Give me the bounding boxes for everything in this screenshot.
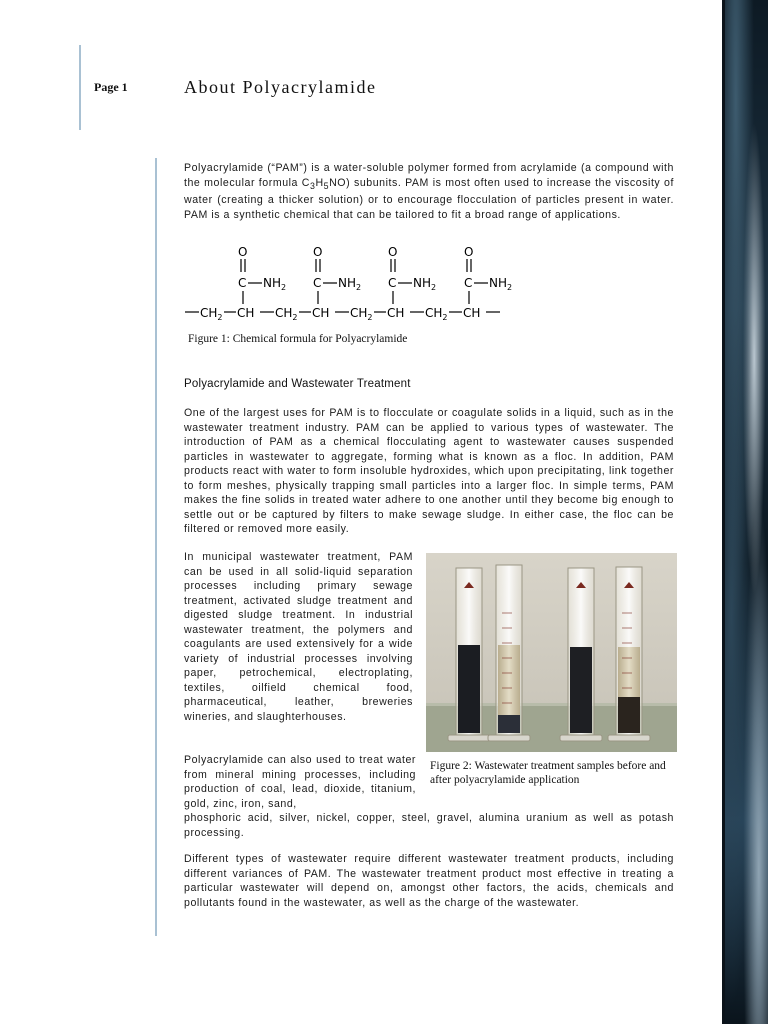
ch-group: CH	[463, 306, 481, 320]
paragraph-mining-start: Polyacrylamide can also used to treat water from mineral mining processes, including production of coal, lead, dioxide, titanium, gold, zinc, iron, sand,	[184, 754, 416, 810]
ch2-group: $CH_2$	[275, 306, 298, 322]
carbon-atom: C	[464, 276, 473, 290]
amide-group: $NH_2$	[489, 276, 513, 292]
oxygen-atom: O	[464, 245, 474, 259]
page-label: Page 1	[94, 80, 128, 94]
paragraph-municipal: In municipal wastewater treatment, PAM can be used in all solid-liquid separation processes including primary sewage treatment, activated sludge treatment and digested sludge treatment. In industrial wastewater treatment, the polymers and coagulants are used extensively for a wide variety of industrial processes involving paper, petrochemical, electroplating, textiles, oilfield chemical food, pharmaceutical, leather, breweries wineries, and slaughterhouses.	[184, 551, 413, 723]
ch-group: CH	[237, 306, 255, 320]
oxygen-atom: O	[388, 245, 398, 259]
intro-paragraph: Polyacrylamide (“PAM”) is a water-soluble polymer formed from acrylamide (a compound with the molecular formula $C_3H_5NO$) subunits. PAM is most often used to increase the viscosity of water (creating a thicker solution) or to encourage flocculation of particles present in water. PAM is a synthetic chemical that can be tailored to fit a broad range of applications.	[184, 162, 674, 221]
figure-2-caption: Figure 2: Wastewater treatment samples before and after polyacrylamide application	[430, 760, 666, 786]
graduated-cylinders-photo	[426, 553, 677, 752]
paragraph-flocculation: One of the largest uses for PAM is to flocculate or coagulate solids in a liquid, such as in the wastewater treatment industry. PAM can be applied to various types of wastewater. The introduction of PAM as a chemical flocculating agent to wastewater causes suspended particles in wastewater to aggregate, forming what is known as a floc. In addition, PAM products react with water to form insoluble hydroxides, which upon precipitating, link together to form meshes, physically trapping small particles into a larger floc. In simple terms, PAM makes the fine solids in treated water adhere to one another until they become big enough to settle out or be captured by filters to make sewage sludge. In either case, the floc can be filtered or removed more easily.	[184, 407, 674, 535]
carbon-atom: C	[238, 276, 247, 290]
monomer-unit-4	[464, 245, 512, 304]
polyacrylamide-structure-diagram	[183, 244, 523, 324]
figure-1-caption: Figure 1: Chemical formula for Polyacrylamide	[188, 333, 408, 345]
monomer-unit-3	[388, 245, 436, 304]
ch2-group: $CH_2$	[350, 306, 373, 322]
section-heading: Polyacrylamide and Wastewater Treatment	[184, 378, 411, 390]
carbon-atom: C	[388, 276, 397, 290]
carbon-atom: C	[313, 276, 322, 290]
monomer-unit-1	[238, 245, 286, 304]
page-title: About Polyacrylamide	[184, 77, 377, 97]
monomer-unit-2	[313, 245, 361, 304]
paragraph-mining-end: phosphoric acid, silver, nickel, copper, steel, gravel, alumina uranium as well as potash processing.	[184, 812, 674, 839]
body-rule	[155, 158, 157, 936]
ch2-group: $CH_2$	[200, 306, 223, 322]
ch-group: CH	[312, 306, 330, 320]
header-rule	[79, 45, 81, 130]
oxygen-atom: O	[313, 245, 323, 259]
polymer-backbone	[185, 306, 500, 322]
amide-group: $NH_2$	[413, 276, 437, 292]
amide-group: $NH_2$	[338, 276, 362, 292]
paragraph-wastewater-types: Different types of wastewater require different wastewater treatment products, including different variances of PAM. The wastewater treatment product most effective in treating a particular wastewater will depend on, amongst other factors, the acids, chemicals and pollutants found in the wastewater, as well as the charge of the wastewater.	[184, 853, 674, 909]
oxygen-atom: O	[238, 245, 248, 259]
amide-group: $NH_2$	[263, 276, 287, 292]
ch-group: CH	[387, 306, 405, 320]
decorative-marble-strip	[722, 0, 768, 1024]
ch2-group: $CH_2$	[425, 306, 448, 322]
